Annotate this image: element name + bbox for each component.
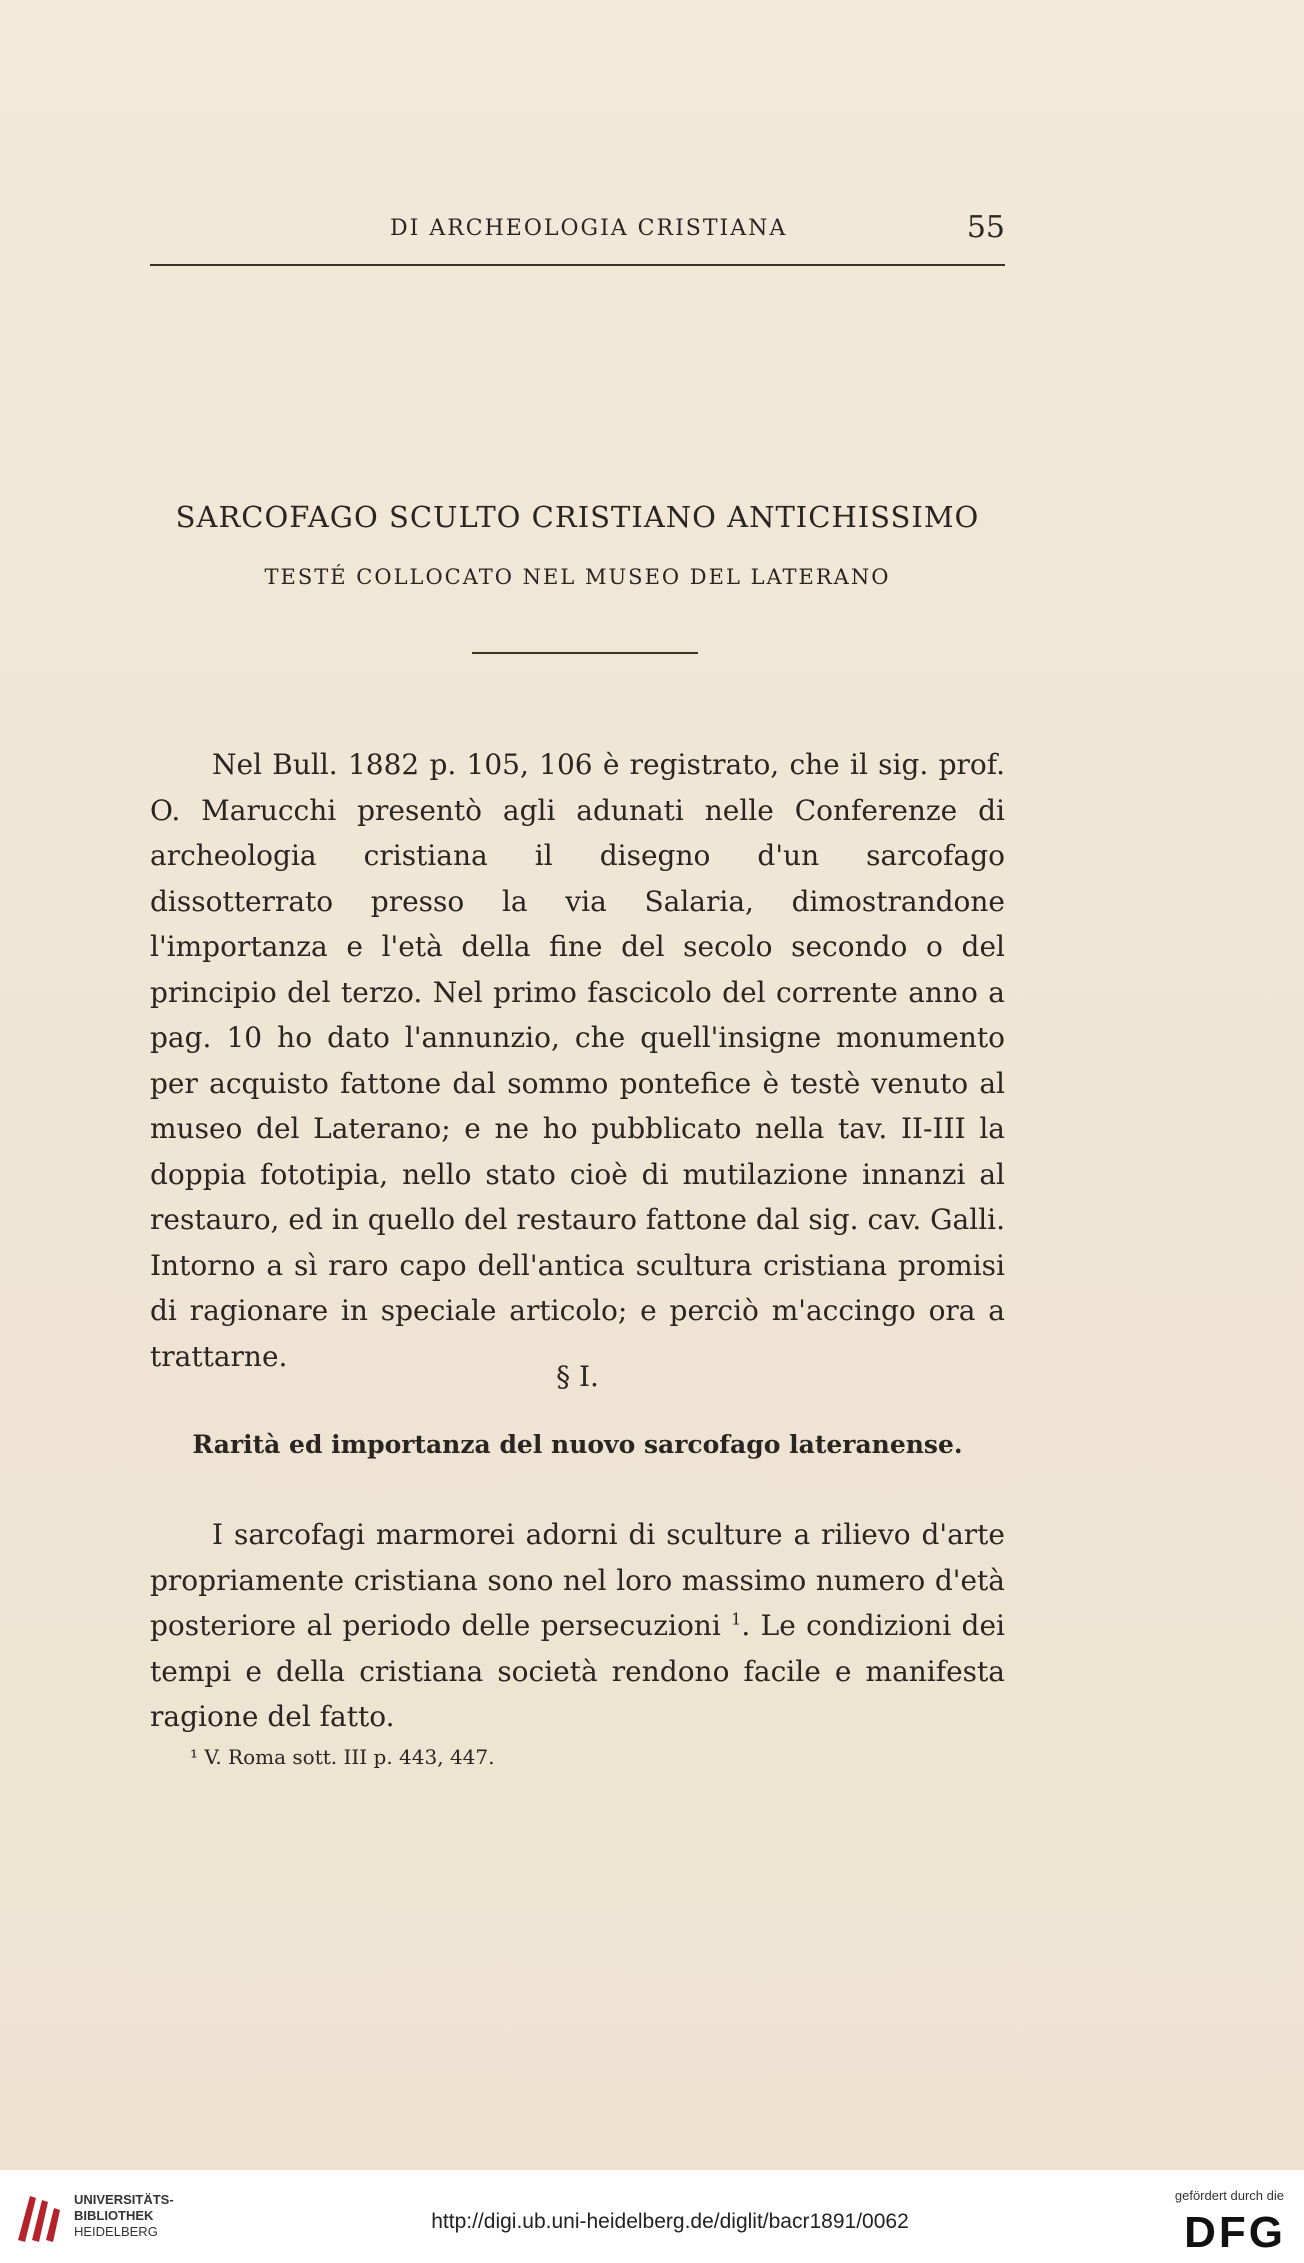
footnote-reference[interactable]: 1 (731, 1609, 742, 1629)
paragraph-1: Nel Bull. 1882 p. 105, 106 è registrato, che il sig. prof. O. Marucchi presentò agli adunati nelle Conferenze di archeologia cristiana il disegno d'un sarcofago dissotterrato presso la via Salaria, dimostrandone l'importanza e l'età della fine del secolo secondo o del principio del terzo. Nel primo fascicolo del corrente anno a pag. 10 ho dato l'annunzio, che quell'insigne monumento per acquisto fattone dal sommo pontefice è testè venuto al museo del Laterano; e ne ho pubblicato nella tav. II-III la doppia fototipia, nello stato cioè di mutilazione innanzi al restauro, ed in quello del restauro fattone dal sig. cav. Galli. Intorno a sì raro capo dell'antica scultura cristiana promisi di ragionare in speciale articolo; e perciò m'accingo ora a trattarne. (150, 748, 1005, 1373)
section-heading: Rarità ed importanza del nuovo sarcofago lateranense. (192, 1430, 963, 1459)
article-subtitle: TESTÉ COLLOCATO NEL MUSEO DEL LATERANO (264, 565, 891, 589)
paragraph-2-text-end: . Le condizioni dei tempi e della cristiana società rendono facile e manifesta ragione del fatto. (150, 1609, 1005, 1733)
library-name (74, 2192, 174, 2240)
section-mark: § I. (556, 1360, 599, 1393)
running-title: DI ARCHEOLOGIA CRISTIANA (390, 216, 788, 241)
library-name-line-2: BIBLIOTHEK (74, 2208, 154, 2223)
funding-note: gefördert durch die (1174, 2188, 1284, 2203)
paragraph-2-text: I sarcofagi marmorei adorni di sculture a rilievo d'arte propriamente cristiana sono nel loro massimo numero d'età posteriore al periodo delle persecuzioni (150, 1518, 1005, 1642)
permalink-url[interactable]: http://digi.ub.uni-heidelberg.de/diglit/bacr1891/0062 (431, 2210, 909, 2233)
header-rule (150, 264, 1005, 266)
page-number: 55 (966, 210, 1005, 245)
running-head (150, 210, 1005, 250)
viewer-footer (0, 2170, 1304, 2263)
footnote: ¹ V. Roma sott. III p. 443, 447. (190, 1745, 495, 1769)
university-library-logo-icon (12, 2188, 64, 2246)
article-title: SARCOFAGO SCULTO CRISTIANO ANTICHISSIMO (175, 500, 980, 534)
dfg-logo: DFG (1184, 2208, 1286, 2257)
library-name-line-3: HEIDELBERG (74, 2224, 158, 2239)
paragraph-2 (150, 1512, 1005, 1740)
title-rule (472, 652, 698, 654)
library-name-line-1: UNIVERSITÄTS- (74, 2192, 174, 2207)
